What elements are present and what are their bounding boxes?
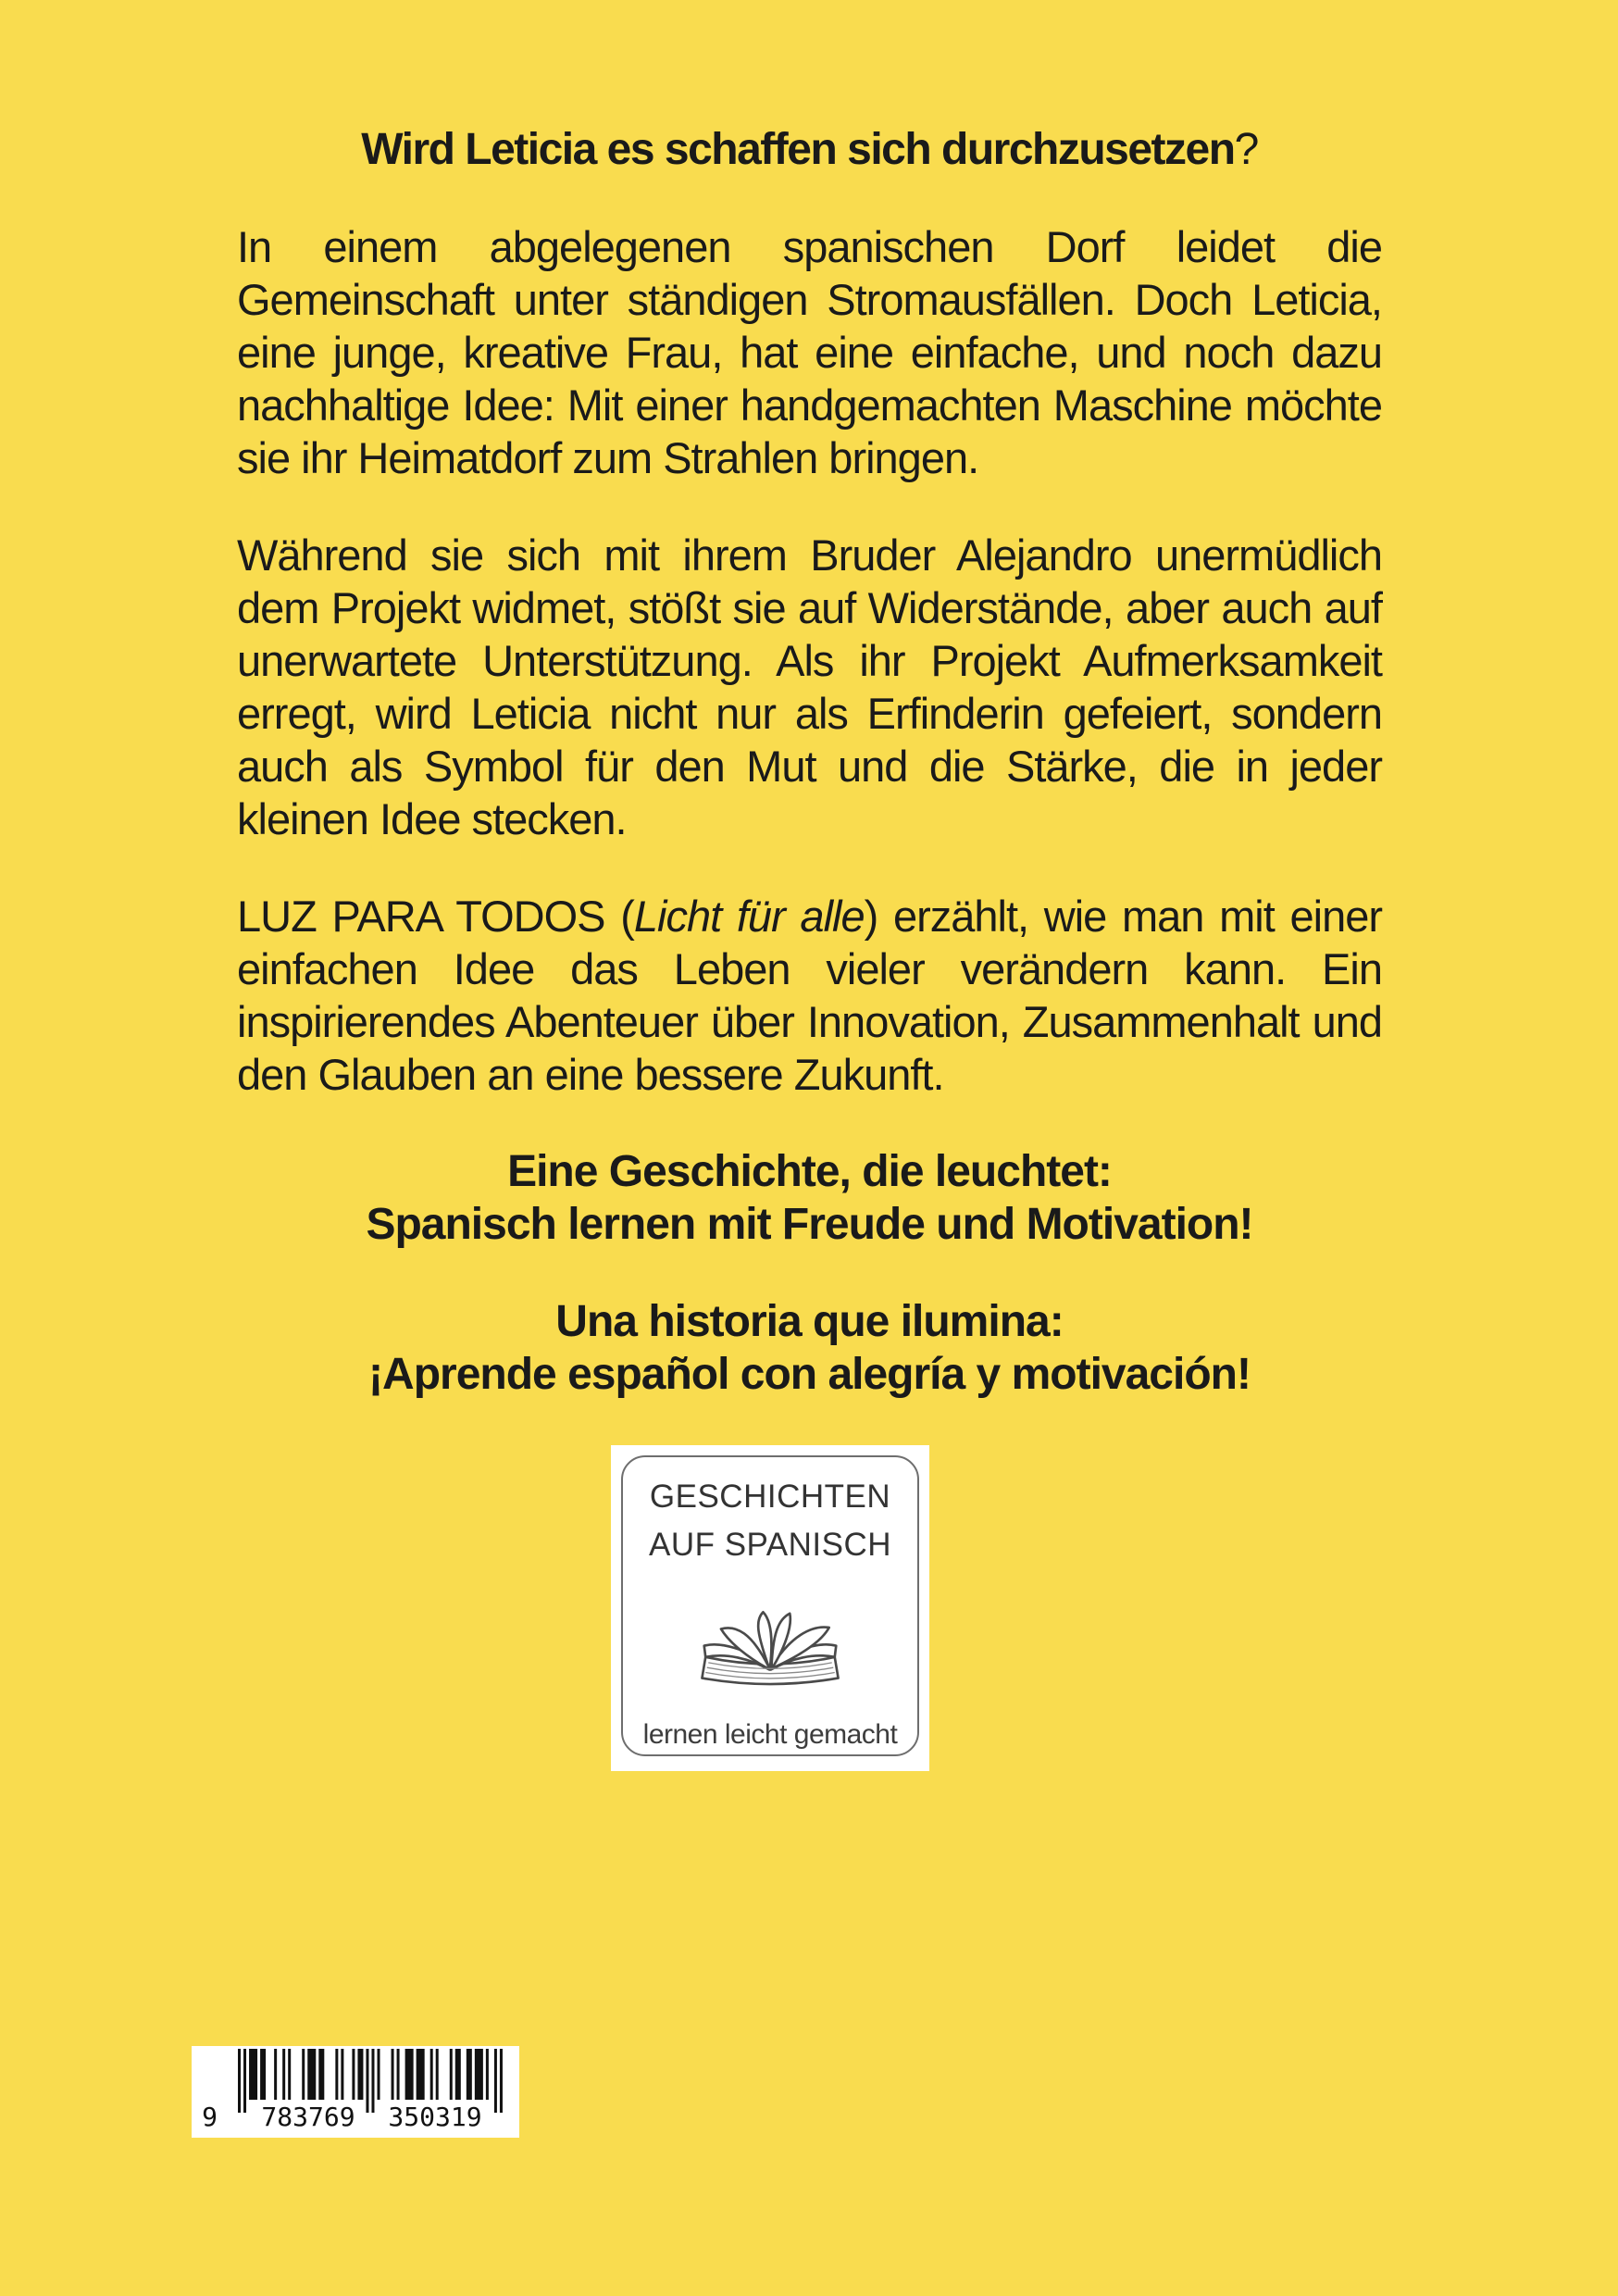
headline-question-mark: ?	[1234, 125, 1258, 174]
back-cover-text-column	[237, 0, 1382, 1771]
barcode-graphic	[192, 2046, 519, 2138]
svg-text:9: 9	[202, 2102, 218, 2132]
tagline-german-line1: Eine Geschichte, die leuchtet:	[507, 1147, 1112, 1196]
tagline-german-line2: Spanisch lernen mit Freude und Motivation!	[366, 1200, 1253, 1249]
publisher-badge	[611, 1445, 929, 1771]
badge-title-line2: AUF SPANISCH	[648, 1527, 892, 1563]
text-run: In einem abgelegenen spanischen Dorf leidet die Gemeinschaft unter ständigen Stromausfällen. Doch Leticia, eine junge, kreative Frau, hat eine einfache, und noch dazu nachhaltige Idee: Mit einer handgemachten Maschine möchte sie ihr Heimatdorf zum Strahlen bringen.	[237, 222, 1382, 482]
text-run: ) erzählt, wie man mit einer einfachen Idee das Leben vieler verändern kann. Ein inspirierendes Abenteuer über Innovation, Zusammenhalt und den Glauben an eine bessere Zukunft.	[237, 892, 1383, 1099]
tagline-spanish-line1: Una historia que ilumina:	[555, 1297, 1064, 1346]
text-run: Während sie sich mit ihrem Bruder Alejandro unermüdlich dem Projekt widmet, stößt sie auf Widerstände, aber auch auf unerwartete Unterstützung. Als ihr Projekt Aufmerksamkeit erregt, wird Leticia nicht nur als Erfinderin gefeiert, sondern auch als Symbol für den Mut und die Stärke, die in jeder kleinen Idee stecken.	[237, 530, 1382, 843]
italic-run: Licht für alle	[633, 892, 865, 941]
headline	[237, 123, 1382, 176]
tagline-german	[237, 1145, 1382, 1251]
svg-text:350319: 350319	[388, 2102, 482, 2132]
text-run: LUZ PARA TODOS (	[237, 892, 634, 941]
isbn-barcode	[192, 2046, 519, 2138]
badge-title-line1: GESCHICHTEN	[649, 1479, 891, 1515]
body-paragraph	[237, 890, 1382, 1101]
badge-content	[611, 1445, 929, 1771]
badge-subtitle: lernen leicht gemacht	[642, 1719, 898, 1750]
svg-text:783769: 783769	[261, 2102, 355, 2132]
open-book-icon	[686, 1590, 854, 1691]
tagline-spanish	[237, 1295, 1382, 1401]
body-paragraph	[237, 529, 1382, 845]
body-paragraph	[237, 220, 1382, 484]
headline-text: Wird Leticia es schaffen sich durchzusetzen	[361, 125, 1235, 174]
synopsis	[237, 220, 1382, 1101]
badge-title	[649, 1473, 891, 1569]
tagline-spanish-line2: ¡Aprende español con alegría y motivación!	[368, 1350, 1251, 1399]
